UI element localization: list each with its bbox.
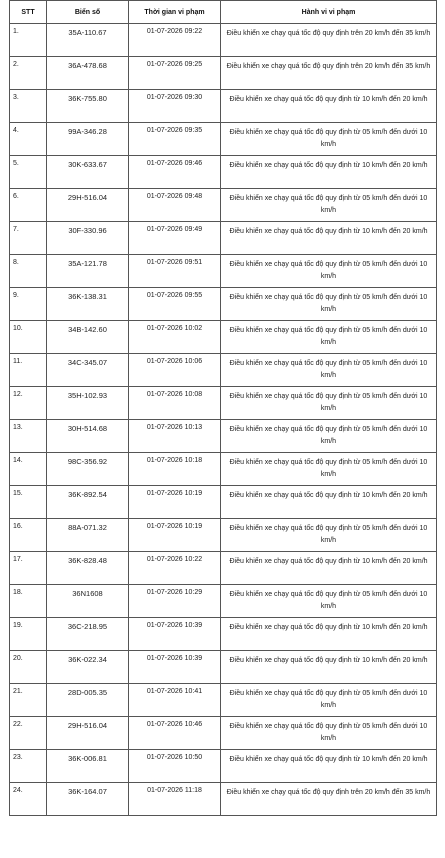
row-plate: 36A-478.68 [47, 57, 129, 90]
row-time: 01-07-2026 10:06 [129, 354, 221, 387]
header-plate: Biển số [47, 1, 129, 24]
table-row [10, 156, 437, 189]
row-time: 01-07-2026 09:30 [129, 90, 221, 123]
row-stt: 19. [10, 618, 47, 651]
row-stt: 8. [10, 255, 47, 288]
row-plate: 35H-102.93 [47, 387, 129, 420]
row-stt: 10. [10, 321, 47, 354]
row-stt: 12. [10, 387, 47, 420]
row-plate: 29H-516.04 [47, 717, 129, 750]
row-stt: 22. [10, 717, 47, 750]
row-plate: 28D-005.35 [47, 684, 129, 717]
row-stt: 7. [10, 222, 47, 255]
table-header [10, 1, 437, 24]
row-stt: 15. [10, 486, 47, 519]
row-plate: 36C-218.95 [47, 618, 129, 651]
row-violation: Điều khiển xe chạy quá tốc độ quy định từ 05 km/h đến dưới 10 km/h [221, 354, 437, 387]
table-row [10, 717, 437, 750]
table-row [10, 255, 437, 288]
row-stt: 9. [10, 288, 47, 321]
row-plate: 29H-516.04 [47, 189, 129, 222]
row-stt: 24. [10, 783, 47, 816]
row-plate: 35A-121.78 [47, 255, 129, 288]
row-time: 01-07-2026 09:49 [129, 222, 221, 255]
row-time: 01-07-2026 10:19 [129, 486, 221, 519]
row-stt: 4. [10, 123, 47, 156]
row-violation: Điều khiển xe chạy quá tốc độ quy định từ 10 km/h đến 20 km/h [221, 750, 437, 783]
row-plate: 30K-633.67 [47, 156, 129, 189]
table-row [10, 90, 437, 123]
row-plate: 34C-345.07 [47, 354, 129, 387]
row-stt: 18. [10, 585, 47, 618]
table-row [10, 123, 437, 156]
table-row [10, 552, 437, 585]
row-stt: 2. [10, 57, 47, 90]
table-row [10, 684, 437, 717]
row-violation: Điều khiển xe chạy quá tốc độ quy định từ 05 km/h đến dưới 10 km/h [221, 453, 437, 486]
row-stt: 11. [10, 354, 47, 387]
row-time: 01-07-2026 10:50 [129, 750, 221, 783]
row-violation: Điều khiển xe chạy quá tốc độ quy định từ 05 km/h đến dưới 10 km/h [221, 288, 437, 321]
row-plate: 34B-142.60 [47, 321, 129, 354]
row-plate: 36K-828.48 [47, 552, 129, 585]
row-violation: Điều khiển xe chạy quá tốc độ quy định từ 10 km/h đến 20 km/h [221, 618, 437, 651]
table-row [10, 618, 437, 651]
row-time: 01-07-2026 10:02 [129, 321, 221, 354]
row-violation: Điều khiển xe chạy quá tốc độ quy định từ 10 km/h đến 20 km/h [221, 90, 437, 123]
row-stt: 5. [10, 156, 47, 189]
row-stt: 17. [10, 552, 47, 585]
row-time: 01-07-2026 09:51 [129, 255, 221, 288]
row-violation: Điều khiển xe chạy quá tốc độ quy định từ 05 km/h đến dưới 10 km/h [221, 585, 437, 618]
row-violation: Điều khiển xe chạy quá tốc độ quy định từ 10 km/h đến 20 km/h [221, 651, 437, 684]
row-stt: 3. [10, 90, 47, 123]
header-row [10, 1, 437, 24]
row-plate: 30H-514.68 [47, 420, 129, 453]
header-time: Thời gian vi phạm [129, 1, 221, 24]
table-row [10, 519, 437, 552]
table-row [10, 57, 437, 90]
row-time: 01-07-2026 10:13 [129, 420, 221, 453]
row-plate: 99A-346.28 [47, 123, 129, 156]
row-violation: Điều khiển xe chạy quá tốc độ quy định từ 05 km/h đến dưới 10 km/h [221, 420, 437, 453]
header-stt: STT [10, 1, 47, 24]
row-time: 01-07-2026 10:19 [129, 519, 221, 552]
row-stt: 21. [10, 684, 47, 717]
row-violation: Điều khiển xe chạy quá tốc độ quy định từ 05 km/h đến dưới 10 km/h [221, 123, 437, 156]
row-plate: 30F-330.96 [47, 222, 129, 255]
row-time: 01-07-2026 10:08 [129, 387, 221, 420]
table-row [10, 222, 437, 255]
row-violation: Điều khiển xe chạy quá tốc độ quy định trên 20 km/h đến 35 km/h [221, 783, 437, 816]
table-row [10, 354, 437, 387]
table-row [10, 24, 437, 57]
row-plate: 36K-755.80 [47, 90, 129, 123]
row-stt: 1. [10, 24, 47, 57]
row-plate: 36K-022.34 [47, 651, 129, 684]
row-time: 01-07-2026 09:35 [129, 123, 221, 156]
table-row [10, 387, 437, 420]
row-violation: Điều khiển xe chạy quá tốc độ quy định từ 10 km/h đến 20 km/h [221, 222, 437, 255]
row-time: 01-07-2026 09:46 [129, 156, 221, 189]
row-violation: Điều khiển xe chạy quá tốc độ quy định từ 05 km/h đến dưới 10 km/h [221, 684, 437, 717]
table-row [10, 189, 437, 222]
row-stt: 14. [10, 453, 47, 486]
row-violation: Điều khiển xe chạy quá tốc độ quy định từ 10 km/h đến 20 km/h [221, 486, 437, 519]
row-plate: 36K-892.54 [47, 486, 129, 519]
row-violation: Điều khiển xe chạy quá tốc độ quy định từ 05 km/h đến dưới 10 km/h [221, 189, 437, 222]
row-plate: 36K-164.07 [47, 783, 129, 816]
violations-table [9, 0, 437, 816]
row-violation: Điều khiển xe chạy quá tốc độ quy định từ 05 km/h đến dưới 10 km/h [221, 519, 437, 552]
row-violation: Điều khiển xe chạy quá tốc độ quy định từ 05 km/h đến dưới 10 km/h [221, 387, 437, 420]
row-plate: 35A-110.67 [47, 24, 129, 57]
table-row [10, 453, 437, 486]
table-row [10, 783, 437, 816]
row-violation: Điều khiển xe chạy quá tốc độ quy định từ 05 km/h đến dưới 10 km/h [221, 717, 437, 750]
row-violation: Điều khiển xe chạy quá tốc độ quy định trên 20 km/h đến 35 km/h [221, 24, 437, 57]
row-stt: 20. [10, 651, 47, 684]
row-time: 01-07-2026 10:46 [129, 717, 221, 750]
row-time: 01-07-2026 09:55 [129, 288, 221, 321]
row-time: 01-07-2026 10:39 [129, 618, 221, 651]
row-plate: 88A-071.32 [47, 519, 129, 552]
table-row [10, 651, 437, 684]
row-time: 01-07-2026 09:25 [129, 57, 221, 90]
row-violation: Điều khiển xe chạy quá tốc độ quy định từ 05 km/h đến dưới 10 km/h [221, 255, 437, 288]
row-plate: 36K-006.81 [47, 750, 129, 783]
table-body [10, 24, 437, 816]
table-row [10, 750, 437, 783]
row-stt: 13. [10, 420, 47, 453]
row-stt: 16. [10, 519, 47, 552]
table-row [10, 486, 437, 519]
row-plate: 36K-138.31 [47, 288, 129, 321]
table-row [10, 321, 437, 354]
row-violation: Điều khiển xe chạy quá tốc độ quy định trên 20 km/h đến 35 km/h [221, 57, 437, 90]
table-row [10, 288, 437, 321]
table-row [10, 585, 437, 618]
row-time: 01-07-2026 09:48 [129, 189, 221, 222]
row-time: 01-07-2026 09:22 [129, 24, 221, 57]
row-violation: Điều khiển xe chạy quá tốc độ quy định từ 10 km/h đến 20 km/h [221, 552, 437, 585]
table-row [10, 420, 437, 453]
row-violation: Điều khiển xe chạy quá tốc độ quy định từ 05 km/h đến dưới 10 km/h [221, 321, 437, 354]
row-stt: 23. [10, 750, 47, 783]
row-time: 01-07-2026 10:18 [129, 453, 221, 486]
row-time: 01-07-2026 11:18 [129, 783, 221, 816]
row-time: 01-07-2026 10:22 [129, 552, 221, 585]
header-violation: Hành vi vi phạm [221, 1, 437, 24]
row-time: 01-07-2026 10:41 [129, 684, 221, 717]
row-plate: 98C-356.92 [47, 453, 129, 486]
row-plate: 36N1608 [47, 585, 129, 618]
row-stt: 6. [10, 189, 47, 222]
row-time: 01-07-2026 10:39 [129, 651, 221, 684]
row-violation: Điều khiển xe chạy quá tốc độ quy định từ 10 km/h đến 20 km/h [221, 156, 437, 189]
row-time: 01-07-2026 10:29 [129, 585, 221, 618]
